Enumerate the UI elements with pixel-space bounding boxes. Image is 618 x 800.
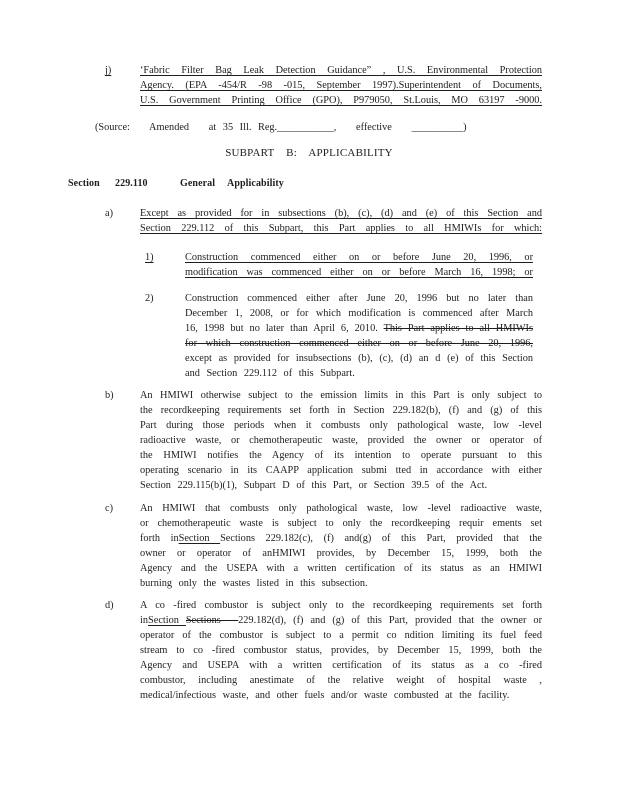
text-segment: the recordkeeping requirements set forth in Section 229.182(b), (f) and (g) of this <box>140 405 542 416</box>
text-segment: owner or operator of anHMIWI provides, by December 15, 1999, both the <box>140 548 542 559</box>
block-item-c <box>0 501 618 591</box>
block-source-line: (Source: Amended at 35 Ill. Reg.___________, effective __________) <box>95 122 467 133</box>
text-line <box>140 688 542 703</box>
item-text <box>140 206 542 236</box>
text-segment: Sections 229.182(c), (f) and(g) of this Part, provided that the <box>220 533 542 544</box>
text-line <box>140 221 542 236</box>
text-line <box>185 291 533 306</box>
section-header-token: General <box>180 178 216 189</box>
item-text <box>185 250 533 280</box>
text-line <box>185 321 533 336</box>
text-line <box>185 250 533 265</box>
text-line <box>140 78 542 93</box>
text-segment: 16, 1998 but no later than April 6, 2010. <box>185 323 384 334</box>
text-line <box>140 463 542 478</box>
text-segment: Part during those periods when it combusts only pathological waste, low -level <box>140 420 542 431</box>
text-segment: An HMIWI otherwise subject to the emission limits in this Part is only subject to <box>140 390 542 401</box>
item-label-2: 2) <box>145 293 154 304</box>
text-line <box>140 516 542 531</box>
text-segment: radioactive waste, or chemotherapeutic waste, provided the owner or operator of <box>140 435 542 446</box>
text-segment: forth in <box>140 533 179 544</box>
text-segment: or chemotherapeutic waste is subject to only the recordkeeping requir ements set <box>140 518 542 529</box>
text-line <box>185 306 533 321</box>
deleted-text: This Part applies to all HMIWIs <box>383 323 533 334</box>
text-line <box>140 546 542 561</box>
text-segment: burning only the wastes listed in this subsection. <box>140 578 368 589</box>
block-item-j <box>0 63 618 108</box>
block-item-d <box>0 598 618 703</box>
text-line <box>185 336 533 351</box>
text-segment: Construction commenced either after June 20, 1996 but no later than <box>185 293 533 304</box>
text-segment: except as provided for insubsections (b), (c), (d) an d (e) of this Section <box>185 353 533 364</box>
text-line <box>140 388 542 403</box>
text-line <box>140 598 542 613</box>
inserted-text: modification was commenced either on or before March 16, 1998; or <box>185 267 533 278</box>
text-line <box>185 265 533 280</box>
block-item-b <box>0 388 618 493</box>
block-item-1 <box>0 250 618 280</box>
text-segment: December 1, 2008, or for which modification is commenced after March <box>185 308 533 319</box>
text-segment: and Section 229.112 of this Subpart. <box>185 368 355 379</box>
text-line <box>140 576 542 591</box>
text-segment: medical/infectious waste, and other fuels and/or waste combusted at the facility. <box>140 690 510 701</box>
item-label-d: d) <box>105 600 114 611</box>
item-label-c: c) <box>105 503 113 514</box>
text-segment: Agency and the USEPA with a written certification of its status as an HMIWI <box>140 563 542 574</box>
text-line <box>140 433 542 448</box>
text-line <box>140 403 542 418</box>
item-text <box>140 501 542 591</box>
inserted-text: Section <box>148 615 186 626</box>
section-header-token: Applicability <box>227 178 284 189</box>
text-segment: 229.182(d), (f) and (g) of this Part, provided that the owner or <box>238 615 542 626</box>
text-line <box>140 643 542 658</box>
item-label-1: 1) <box>145 252 154 263</box>
text-segment: Section 229.115(b)(1), Subpart D of this Part, or Section 39.5 of the Act. <box>140 480 488 491</box>
inserted-text: ‘Fabric Filter Bag Leak Detection Guidance” , U.S. Environmental Protection <box>140 65 542 76</box>
text-line <box>185 351 533 366</box>
inserted-text: Except as provided for in subsections (b), (c), (d) and (e) of this Section and <box>140 208 542 219</box>
text-line <box>140 613 542 628</box>
text-segment: stream to co -fired combustor status, provides, by December 15, 1999, both the <box>140 645 542 656</box>
text-line <box>140 93 542 108</box>
text-line <box>140 478 542 493</box>
block-item-2 <box>0 291 618 381</box>
text-line <box>140 561 542 576</box>
text-line <box>140 63 542 78</box>
text-line <box>140 658 542 673</box>
section-header-token: Section <box>68 178 100 189</box>
text-line <box>140 501 542 516</box>
text-segment: combustor, including anestimate of the relative weight of hospital waste , <box>140 675 542 686</box>
section-header-token: 229.110 <box>115 178 148 189</box>
inserted-text: Agency. (EPA -454/R -98 -015, September 1997).Superintendent of Documents, <box>140 80 542 91</box>
deleted-text: for which construction commenced either on or before June 20, 1996, <box>185 338 533 349</box>
deleted-text: Sections — <box>185 615 239 626</box>
text-segment: in <box>140 615 149 626</box>
item-text <box>185 291 533 381</box>
text-segment: A co -fired combustor is subject only to the recordkeeping requirements set forth <box>140 600 542 611</box>
block-section-header <box>0 176 618 191</box>
item-text <box>140 63 542 108</box>
text-line <box>140 628 542 643</box>
text-line <box>185 366 533 381</box>
text-line <box>140 673 542 688</box>
item-text <box>140 598 542 703</box>
item-label-j: j) <box>105 65 112 76</box>
inserted-text: U.S. Government Printing Office (GPO), P979050, St.Louis, MO 63197 -9000. <box>140 95 542 106</box>
text-line <box>140 206 542 221</box>
item-label-a: a) <box>105 208 113 219</box>
block-subpart-heading: SUBPART B: APPLICABILITY <box>225 147 393 159</box>
text-segment: An HMIWI that combusts only pathological waste, low -level radioactive waste, <box>140 503 542 514</box>
inserted-text: Section 229.112 of this Subpart, this Part applies to all HMIWIs for which: <box>140 223 542 234</box>
text-segment: operating scenario in its CAAPP application submi tted in accordance with either <box>140 465 542 476</box>
item-label-b: b) <box>105 390 114 401</box>
text-line <box>140 531 542 546</box>
block-item-a <box>0 206 618 236</box>
item-text <box>140 388 542 493</box>
text-segment: Agency and USEPA with a written certification of its status as a co -fired <box>140 660 542 671</box>
inserted-text: Section <box>178 533 221 544</box>
inserted-text: Construction commenced either on or before June 20, 1996, or <box>185 252 533 263</box>
text-segment: the HMIWI notifies the Agency of its intention to operate pursuant to this <box>140 450 542 461</box>
text-line <box>140 418 542 433</box>
text-segment: operator of the combustor is subject to a permit co ndition limiting its fuel feed <box>140 630 542 641</box>
text-line <box>140 448 542 463</box>
